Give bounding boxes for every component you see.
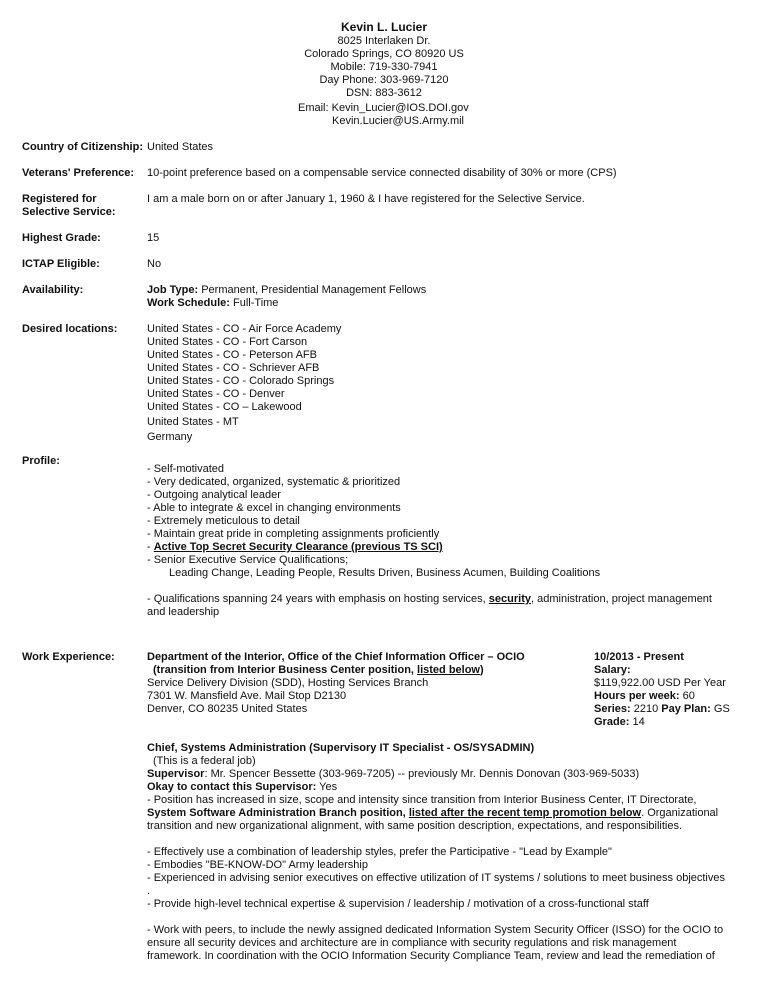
grade-line [594, 716, 754, 729]
availability-value [147, 284, 747, 310]
desired-locations-list [147, 323, 747, 444]
duty-line-1: - Position has increased in size, scope and intensity since transition from Interior Business Center, IT Directorate, [147, 794, 697, 806]
profile-item: - Outgoing analytical leader [147, 489, 281, 501]
contact-line [147, 781, 743, 794]
profile-item: - Able to integrate & excel in changing environments [147, 502, 401, 514]
salary-label: Salary: [594, 664, 631, 676]
supervisor-value: : Mr. Spencer Bessette (303-969-7205) -- previously Mr. Dennis Donovan (303-969-5033) [204, 768, 640, 780]
leadership-bullet-dot: . [147, 885, 151, 897]
grade-value: 14 [629, 716, 645, 728]
leadership-bullet: - Embodies "BE-KNOW-DO" Army leadership [147, 859, 368, 871]
contact-label: Okay to contact this Supervisor: [147, 781, 317, 793]
qualifications-summary-cont: and leadership [147, 606, 220, 618]
highest-grade-value: 15 [147, 232, 160, 244]
employer-block [147, 651, 592, 716]
veterans-value: 10-point preference based on a compensable service connected disability of 30% or more (CPS) [147, 167, 617, 179]
dsn-phone: DSN: 883-3612 [346, 87, 422, 99]
email-secondary: Kevin.Lucier@US.Army.mil [332, 115, 464, 127]
profile-item: - Very dedicated, organized, systematic & prioritized [147, 476, 401, 488]
peers-line-3: framework. In coordination with the OCIO Information Security Compliance Team, review and lead the remediation of [147, 950, 715, 962]
employer-name: Department of the Interior, Office of the Chief Information Officer – OCIO [147, 651, 525, 663]
job-type-line [147, 284, 747, 297]
profile-item-ses: - Senior Executive Service Qualifications; [147, 554, 349, 566]
leadership-bullet: - Effectively use a combination of leadership styles, prefer the Participative - "Lead by Example" [147, 846, 612, 858]
duty-rest-text: . Organizational [641, 807, 719, 819]
clearance-prefix: - [147, 541, 154, 553]
availability-label: Availability: [22, 284, 84, 296]
duty-line-3: transition and new organizational alignment, with same position description, expectations, and responsibilities. [147, 820, 683, 832]
duty-link[interactable]: listed after the recent temp promotion below [408, 807, 642, 819]
payplan-label: Pay Plan: [661, 703, 711, 715]
supervisor-line [147, 768, 743, 781]
job-title: Chief, Systems Administration (Supervisory IT Specialist - OS/SYSADMIN) [147, 742, 535, 754]
series-label: Series: [594, 703, 631, 715]
salary-value: $119,922.00 USD Per Year [594, 677, 726, 689]
candidate-name: Kevin L. Lucier [340, 20, 428, 34]
employer-city: Denver, CO 80235 United States [147, 703, 308, 715]
ses-qualifications: Leading Change, Leading People, Results Driven, Business Acumen, Building Coalitions [169, 567, 601, 579]
ictap-value: No [147, 258, 162, 270]
hours-label: Hours per week: [594, 690, 680, 702]
ictap-label: ICTAP Eligible: [22, 258, 100, 270]
position-details [594, 651, 754, 729]
work-schedule-value: Full-Time [229, 297, 279, 309]
location-item: United States - CO - Schriever AFB [147, 362, 320, 374]
desired-locations-label: Desired locations: [22, 323, 118, 335]
clearance-text: Active Top Secret Security Clearance (previous TS SCI) [153, 541, 443, 553]
location-item: United States - CO - Denver [147, 388, 285, 400]
hours-value: 60 [679, 690, 695, 702]
contact-value: Yes [316, 781, 338, 793]
profile-item: - Extremely meticulous to detail [147, 515, 300, 527]
email-block [298, 102, 469, 128]
work-schedule-label: Work Schedule: [147, 297, 230, 309]
payplan-value: GS [710, 703, 730, 715]
quals-text-b: , administration, project management [531, 593, 712, 605]
address-line-2: Colorado Springs, CO 80920 US [304, 48, 464, 60]
highest-grade-label: Highest Grade: [22, 232, 101, 244]
series-line [594, 703, 754, 716]
supervisor-label: Supervisor [147, 768, 205, 780]
location-item: United States - CO - Air Force Academy [147, 323, 342, 335]
citizenship-label: Country of Citizenship: [22, 141, 143, 153]
work-experience-label: Work Experience: [22, 651, 115, 663]
profile-item: - Self-motivated [147, 463, 225, 475]
quals-text-a: - Qualifications spanning 24 years with emphasis on hosting services, [147, 593, 489, 605]
contact-header [0, 20, 768, 100]
location-item: United States - CO - Peterson AFB [147, 349, 317, 361]
profile-label: Profile: [22, 455, 60, 467]
peers-line-2: ensure all security devices and architecture are in compliance with security regulations and risk management [147, 937, 677, 949]
transition-link[interactable]: listed below [417, 664, 480, 676]
leadership-bullet: - Provide high-level technical expertise & supervision / leadership / motivation of a cross-functional staff [147, 898, 649, 910]
profile-item-clearance [147, 541, 747, 554]
work-schedule-line [147, 297, 747, 310]
profile-item: - Maintain great pride in completing assignments proficiently [147, 528, 440, 540]
veterans-label: Veterans' Preference: [22, 167, 135, 179]
location-item: United States - MT [147, 416, 239, 428]
peers-line-1: - Work with peers, to include the newly assigned dedicated Information System Security Officer (ISSO) for the OCIO to [147, 924, 724, 936]
leadership-bullet: - Experienced in advising senior executives on effective utilization of IT systems / solutions to meet business objectives [147, 872, 725, 884]
employer-street: 7301 W. Mansfield Ave. Mail Stop D2130 [147, 690, 347, 702]
job-type-value: Permanent, Presidential Management Fellows [198, 284, 427, 296]
employer-division: Service Delivery Division (SDD), Hosting Services Branch [147, 677, 429, 689]
transition-text-b: ) [480, 664, 484, 676]
location-item: United States - CO – Lakewood [147, 401, 302, 413]
mobile-phone: Mobile: 719-330-7941 [330, 61, 438, 73]
selective-label-line-1: Registered for [22, 193, 97, 205]
series-value: 2210 [630, 703, 662, 715]
email-primary: Email: Kevin_Lucier@IOS.DOI.gov [298, 102, 469, 114]
selective-service-value: I am a male born on or after January 1, 1960 & I have registered for the Selective Service. [147, 193, 585, 205]
hours-line [594, 690, 754, 703]
day-phone: Day Phone: 303-969-7120 [319, 74, 449, 86]
selective-service-label [22, 193, 147, 219]
federal-note: (This is a federal job) [153, 755, 256, 767]
quals-security: security [488, 593, 531, 605]
job-type-label: Job Type: [147, 284, 199, 296]
employment-dates: 10/2013 - Present [594, 651, 684, 663]
grade-label: Grade: [594, 716, 630, 728]
profile-list [147, 463, 747, 619]
transition-note [147, 664, 592, 677]
citizenship-value: United States [147, 141, 214, 153]
transition-text-a: (transition from Interior Business Center position, [153, 664, 418, 676]
qualifications-summary [147, 593, 747, 606]
location-item: Germany [147, 431, 193, 443]
selective-label-line-2: Selective Service: [22, 206, 116, 218]
address-line-1: 8025 Interlaken Dr. [337, 35, 431, 47]
location-item: United States - CO - Colorado Springs [147, 375, 335, 387]
location-item: United States - CO - Fort Carson [147, 336, 308, 348]
job-description [147, 742, 743, 963]
duty-line-2 [147, 807, 743, 820]
duty-bold-text: System Software Administration Branch position, [147, 807, 409, 819]
